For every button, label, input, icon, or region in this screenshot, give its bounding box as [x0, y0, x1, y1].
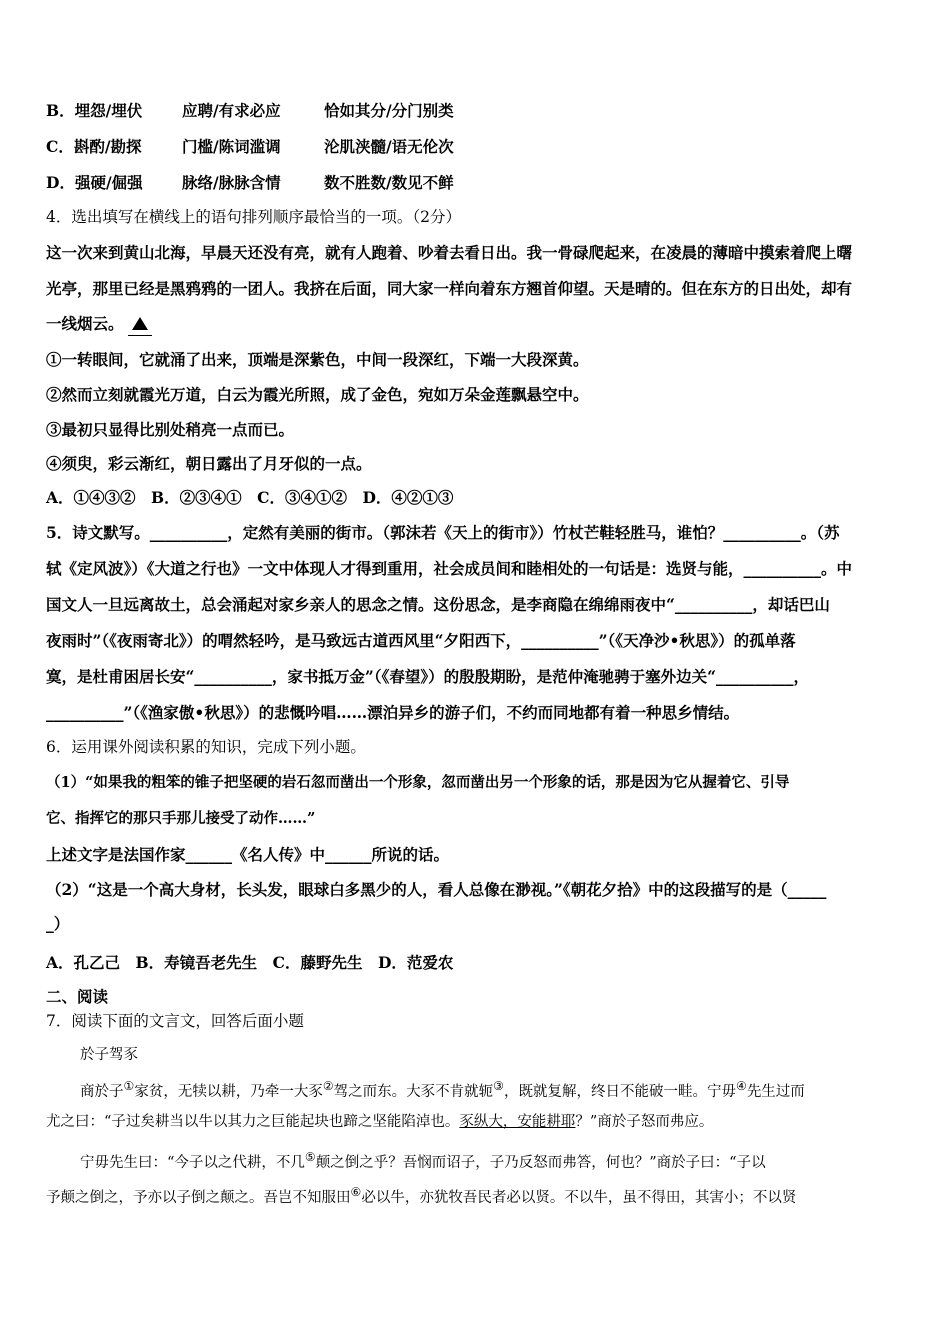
q7-stem: 7．阅读下面的文言文，回答后面小题	[46, 1012, 304, 1030]
q7-passage-line: 尤之曰：“子过矣耕当以牛以其力之巨能起块也蹄之坚能陷淖也。豕纵大，安能耕耶？”商於子怒而弗应。	[46, 1114, 714, 1130]
q6-part1-question: 上述文字是法国作家______《名人传》中______所说的话。	[46, 845, 450, 864]
q4-stem: 4．选出填写在横线上的语句排列顺序最恰当的一项。（2分）	[46, 208, 461, 226]
underlined-sentence: 豕纵大，安能耕耶	[459, 1114, 576, 1130]
q6-stem: 6．运用课外阅读积累的知识，完成下列小题。	[46, 738, 366, 756]
q4-item: ③最初只显得比别处稍亮一点而已。	[46, 420, 295, 439]
q7-passage-line: 商於子①家贫，无犊以耕，乃牵一大豕②驾之而东。大豕不肯就轭③，既就复解，终日不能破一畦。宁毋④先生过而	[80, 1079, 805, 1100]
q6-part2-question: _）	[46, 914, 70, 933]
section-heading: 二、阅读	[46, 987, 109, 1006]
q4-item: ④须臾，彩云渐红，朝日露出了月牙似的一点。	[46, 454, 372, 473]
q3-option-c: C．斟酌/勘探 门槛/陈词滥调 沦肌浃髓/语无伦次	[46, 137, 454, 156]
q4-item: ①一转眼间，它就涌了出来，顶端是深紫色，中间一段深红，下端一大段深黄。	[46, 350, 589, 369]
q5-line: __________”（《渔家傲•秋思》）的悲慨吟唱……漂泊异乡的游子们，不约而同地都有着一种思乡情结。	[46, 703, 740, 722]
q4-paragraph-line: 光亭，那里已经是黑鸦鸦的一团人。我挤在后面，同大家一样向着东方翘首仰望。天是晴的。但在东方的日出处，却有	[46, 279, 853, 298]
q5-line: 5．诗文默写。__________，定然有美丽的街市。（郭沫若《天上的街市》）竹杖芒鞋轻胜马，谁怕？__________。（苏	[46, 523, 840, 542]
q6-part2-choices: A．孔乙己 B．寿镜吾老先生 C．藤野先生 D．范爱农	[46, 953, 454, 972]
q7-passage-line: 予颠之倒之，予亦以子倒之颠之。吾岂不知服田⑥必以牛，亦犹牧吾民者必以贤。不以牛，虽不得田，其害小；不以贤	[46, 1185, 797, 1206]
q7-passage-title: 於子驾豕	[80, 1047, 138, 1063]
q6-part2-question: （2）“这是一个高大身材，长头发，眼球白多黑少的人，看人总像在渺视。”《朝花夕拾》中的这段描写的是（_____	[46, 880, 827, 899]
q6-part1-quote: 它、指挥它的那只手那儿接受了动作……”	[46, 810, 316, 827]
blank-triangle-icon	[128, 314, 152, 336]
q4-item: ②然而立刻就霞光万道，白云为霞光所照，成了金色，宛如万朵金莲飘悬空中。	[46, 385, 589, 404]
q5-line: 国文人一旦远离故土，总会涌起对家乡亲人的思念之情。这份思念，是李商隐在绵绵雨夜中“__________，却话巴山	[46, 595, 830, 614]
q4-choices: A．①④③② B．②③④① C．③④①② D．④②①③	[46, 488, 454, 507]
q6-part1-quote: （1）“如果我的粗笨的锥子把坚硬的岩石忽而凿出一个形象，忽而凿出另一个形象的话，那是因为它从握着它、引导	[46, 774, 790, 791]
q4-paragraph-line: 这一次来到黄山北海，早晨天还没有亮，就有人跑着、吵着去看日出。我一骨碌爬起来，在凌晨的薄暗中摸索着爬上曙	[46, 243, 853, 262]
q3-option-b: B．埋怨/埋伏 应聘/有求必应 恰如其分/分门别类	[46, 101, 454, 120]
q5-line: 夜雨时”（《夜雨寄北》）的喟然轻吟，是马致远古道西风里“夕阳西下，__________”（《天净沙•秋思》）的孤单落	[46, 631, 796, 650]
q3-option-d: D．强硬/倔强 脉络/脉脉含情 数不胜数/数见不鲜	[46, 173, 454, 192]
q5-line: 寞，是杜甫困居长安“__________，家书抵万金”（《春望》）的殷殷期盼，是范仲淹驰骋于塞外边关“__________，	[46, 667, 809, 686]
q7-passage-line: 宁毋先生曰：“今子以之代耕，不几⑤颠之倒之乎？吾悯而诏子，子乃反怒而弗答，何也？”商於子曰：“子以	[80, 1150, 766, 1171]
q4-paragraph-line: 一线烟云。	[46, 316, 152, 332]
q5-line: 轼《定风波》）《大道之行也》一文中体现人才得到重用，社会成员间和睦相处的一句话是：选贤与能，__________。中	[46, 559, 853, 578]
